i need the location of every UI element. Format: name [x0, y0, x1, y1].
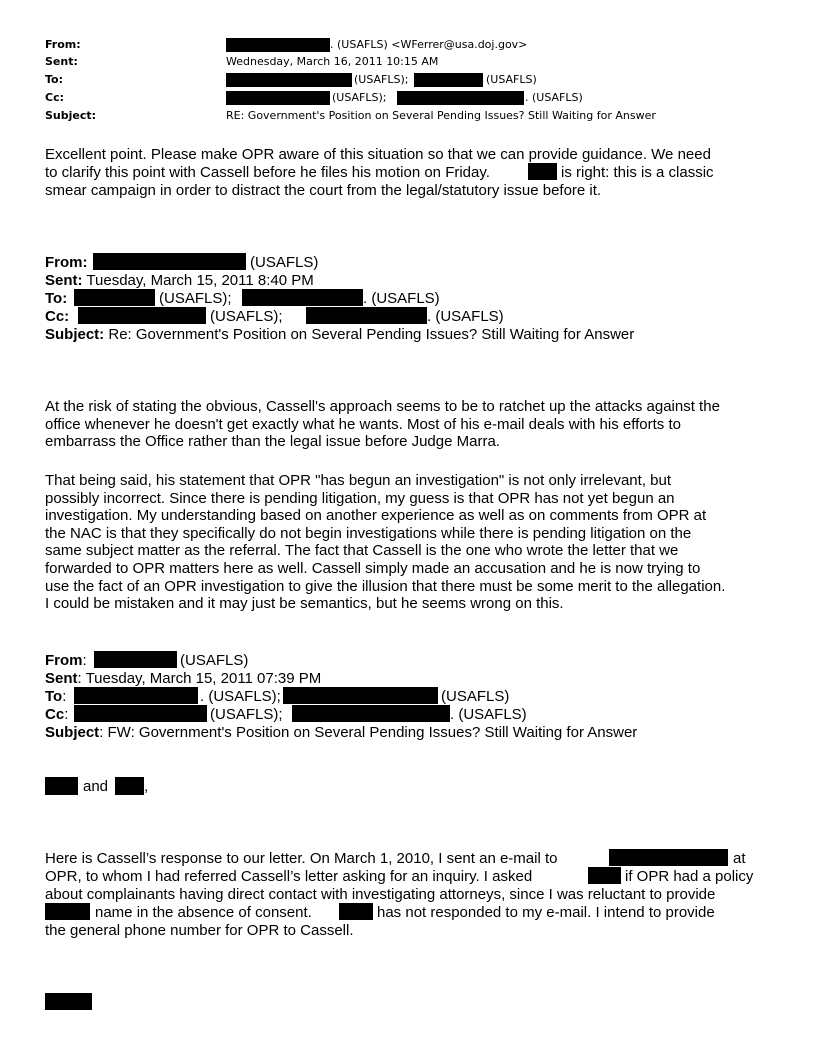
- redaction: [74, 289, 155, 306]
- quote2-sent-label: Sent: [45, 670, 78, 687]
- body-line: At the risk of stating the obvious, Cassell's approach seems to be to ratchet up the attacks against the: [45, 398, 720, 415]
- body-line: about complainants having direct contact with investigating attorneys, since I was reluctant to provide: [45, 886, 716, 903]
- header-subject-label: Subject:: [45, 109, 97, 122]
- header-cc-label: Cc:: [45, 91, 64, 104]
- body-line: at: [733, 850, 746, 867]
- quote2-sent-value: : Tuesday, March 15, 2011 07:39 PM: [77, 670, 322, 687]
- redaction: [45, 903, 90, 920]
- redaction: [115, 777, 144, 795]
- quote2-subject-value: : FW: Government's Position on Several Pending Issues? Still Waiting for Answer: [99, 724, 638, 741]
- quote1-subject-label: Subject:: [45, 326, 105, 343]
- redaction: [74, 687, 198, 704]
- quote1-cc-b: . (USAFLS): [427, 308, 504, 325]
- header-to-label: To:: [45, 73, 63, 86]
- body-line: has not responded to my e-mail. I intend to provide: [377, 904, 715, 921]
- quote2-from-value: (USAFLS): [180, 652, 249, 669]
- redaction: [588, 867, 621, 884]
- redaction: [306, 307, 427, 324]
- body-line: Here is Cassell’s response to our letter. On March 1, 2010, I sent an e-mail to: [45, 850, 558, 867]
- header-from-label: From:: [45, 38, 81, 51]
- header-cc-a: (USAFLS);: [332, 91, 387, 104]
- header-sent-value: Wednesday, March 16, 2011 10:15 AM: [226, 55, 439, 68]
- quote2-to-a: . (USAFLS);: [200, 688, 281, 705]
- quote1-from-value: (USAFLS): [250, 254, 319, 271]
- body-line: forwarded to OPR matters here as well. Cassell simply made an accusation and he is now trying to: [45, 559, 701, 577]
- quote2-to-label: To: [45, 688, 63, 705]
- body-line: is right: this is a classic: [561, 164, 714, 181]
- redaction: [609, 849, 728, 866]
- redaction: [242, 289, 363, 306]
- message-body-2-para-1: [45, 398, 775, 451]
- signature-redaction: [45, 993, 92, 1010]
- quote1-sent-label: Sent:: [45, 272, 83, 289]
- body-line: office whenever he doesn't get exactly what he wants. Most of his e-mail deals with his efforts to: [45, 415, 681, 433]
- header-from-value: . (USAFLS) <WFerrer@usa.doj.gov>: [330, 38, 528, 51]
- redaction: [78, 307, 206, 324]
- redaction: [93, 253, 246, 270]
- header-to-a: (USAFLS);: [354, 73, 409, 86]
- redaction: [528, 163, 557, 180]
- header-sent-label: Sent:: [45, 55, 78, 68]
- redaction: [397, 91, 524, 105]
- redaction: [45, 777, 78, 795]
- quote2-to-b: (USAFLS): [441, 688, 510, 705]
- quote1-to-a: (USAFLS);: [159, 290, 232, 307]
- redaction: [226, 73, 352, 87]
- quote2-cc-b: . (USAFLS): [450, 706, 527, 723]
- body-line: possibly incorrect. Since there is pending litigation, my guess is that OPR has not yet begun an: [45, 489, 675, 507]
- quote1-cc-label: Cc:: [45, 308, 70, 325]
- body-line: to clarify this point with Cassell before he files his motion on Friday.: [45, 164, 490, 181]
- body-line: smear campaign in order to distract the court from the legal/statutory issue before it.: [45, 182, 602, 199]
- quote1-to-b: . (USAFLS): [363, 290, 440, 307]
- body-line: if OPR had a policy: [625, 868, 754, 885]
- redaction: [94, 651, 177, 668]
- header-cc-b: . (USAFLS): [525, 91, 583, 104]
- body-line: That being said, his statement that OPR "has begun an investigation" is not only irrelevant, but: [45, 472, 672, 489]
- message-body-2-para-2: [45, 472, 775, 613]
- body-line: same subject matter as the referral. The fact that Cassell is the one who wrote the letter that we: [45, 542, 679, 560]
- redaction: [339, 903, 373, 920]
- quote1-subject-value: Re: Government's Position on Several Pending Issues? Still Waiting for Answer: [108, 326, 635, 343]
- redaction: [283, 687, 438, 704]
- quote2-cc-a: (USAFLS);: [210, 706, 283, 723]
- body-line: investigation. My understanding based on another experience as well as on comments from OPR at: [45, 507, 707, 525]
- quote1-to-label: To:: [45, 290, 68, 307]
- body-line: OPR, to whom I had referred Cassell’s letter asking for an inquiry. I asked: [45, 868, 533, 885]
- redaction: [226, 91, 330, 105]
- body-line: the NAC is that they specifically do not begin investigations while there is pending litigation on the: [45, 524, 692, 542]
- quote2-subject-label: Subject: [45, 724, 100, 741]
- body-line: I could be mistaken and it may just be semantics, but he seems wrong on this.: [45, 595, 564, 613]
- quote1-cc-a: (USAFLS);: [210, 308, 283, 325]
- quote2-cc-label: Cc: [45, 706, 65, 723]
- body-line: embarrass the Office rather than the legal issue before Judge Marra.: [45, 433, 500, 451]
- redaction: [226, 38, 330, 52]
- header-to-b: (USAFLS): [486, 73, 537, 86]
- quote1-from-label: From:: [45, 254, 88, 271]
- redaction: [414, 73, 483, 87]
- quote2-from-label: From: [45, 652, 83, 669]
- greeting-and: and: [83, 778, 109, 795]
- body-line: name in the absence of consent.: [95, 904, 312, 921]
- body-line: use the fact of an OPR investigation to give the illusion that there must be some merit to the allegation.: [45, 577, 726, 595]
- greeting-comma: ,: [144, 778, 149, 795]
- body-line: the general phone number for OPR to Cassell.: [45, 922, 354, 939]
- redaction: [74, 705, 207, 722]
- quote1-sent-value: Tuesday, March 15, 2011 8:40 PM: [86, 272, 314, 289]
- body-line: Excellent point. Please make OPR aware of this situation so that we can provide guidance. We need: [45, 146, 711, 163]
- header-subject-value: RE: Government's Position on Several Pending Issues? Still Waiting for Answer: [226, 109, 656, 122]
- redaction: [292, 705, 450, 722]
